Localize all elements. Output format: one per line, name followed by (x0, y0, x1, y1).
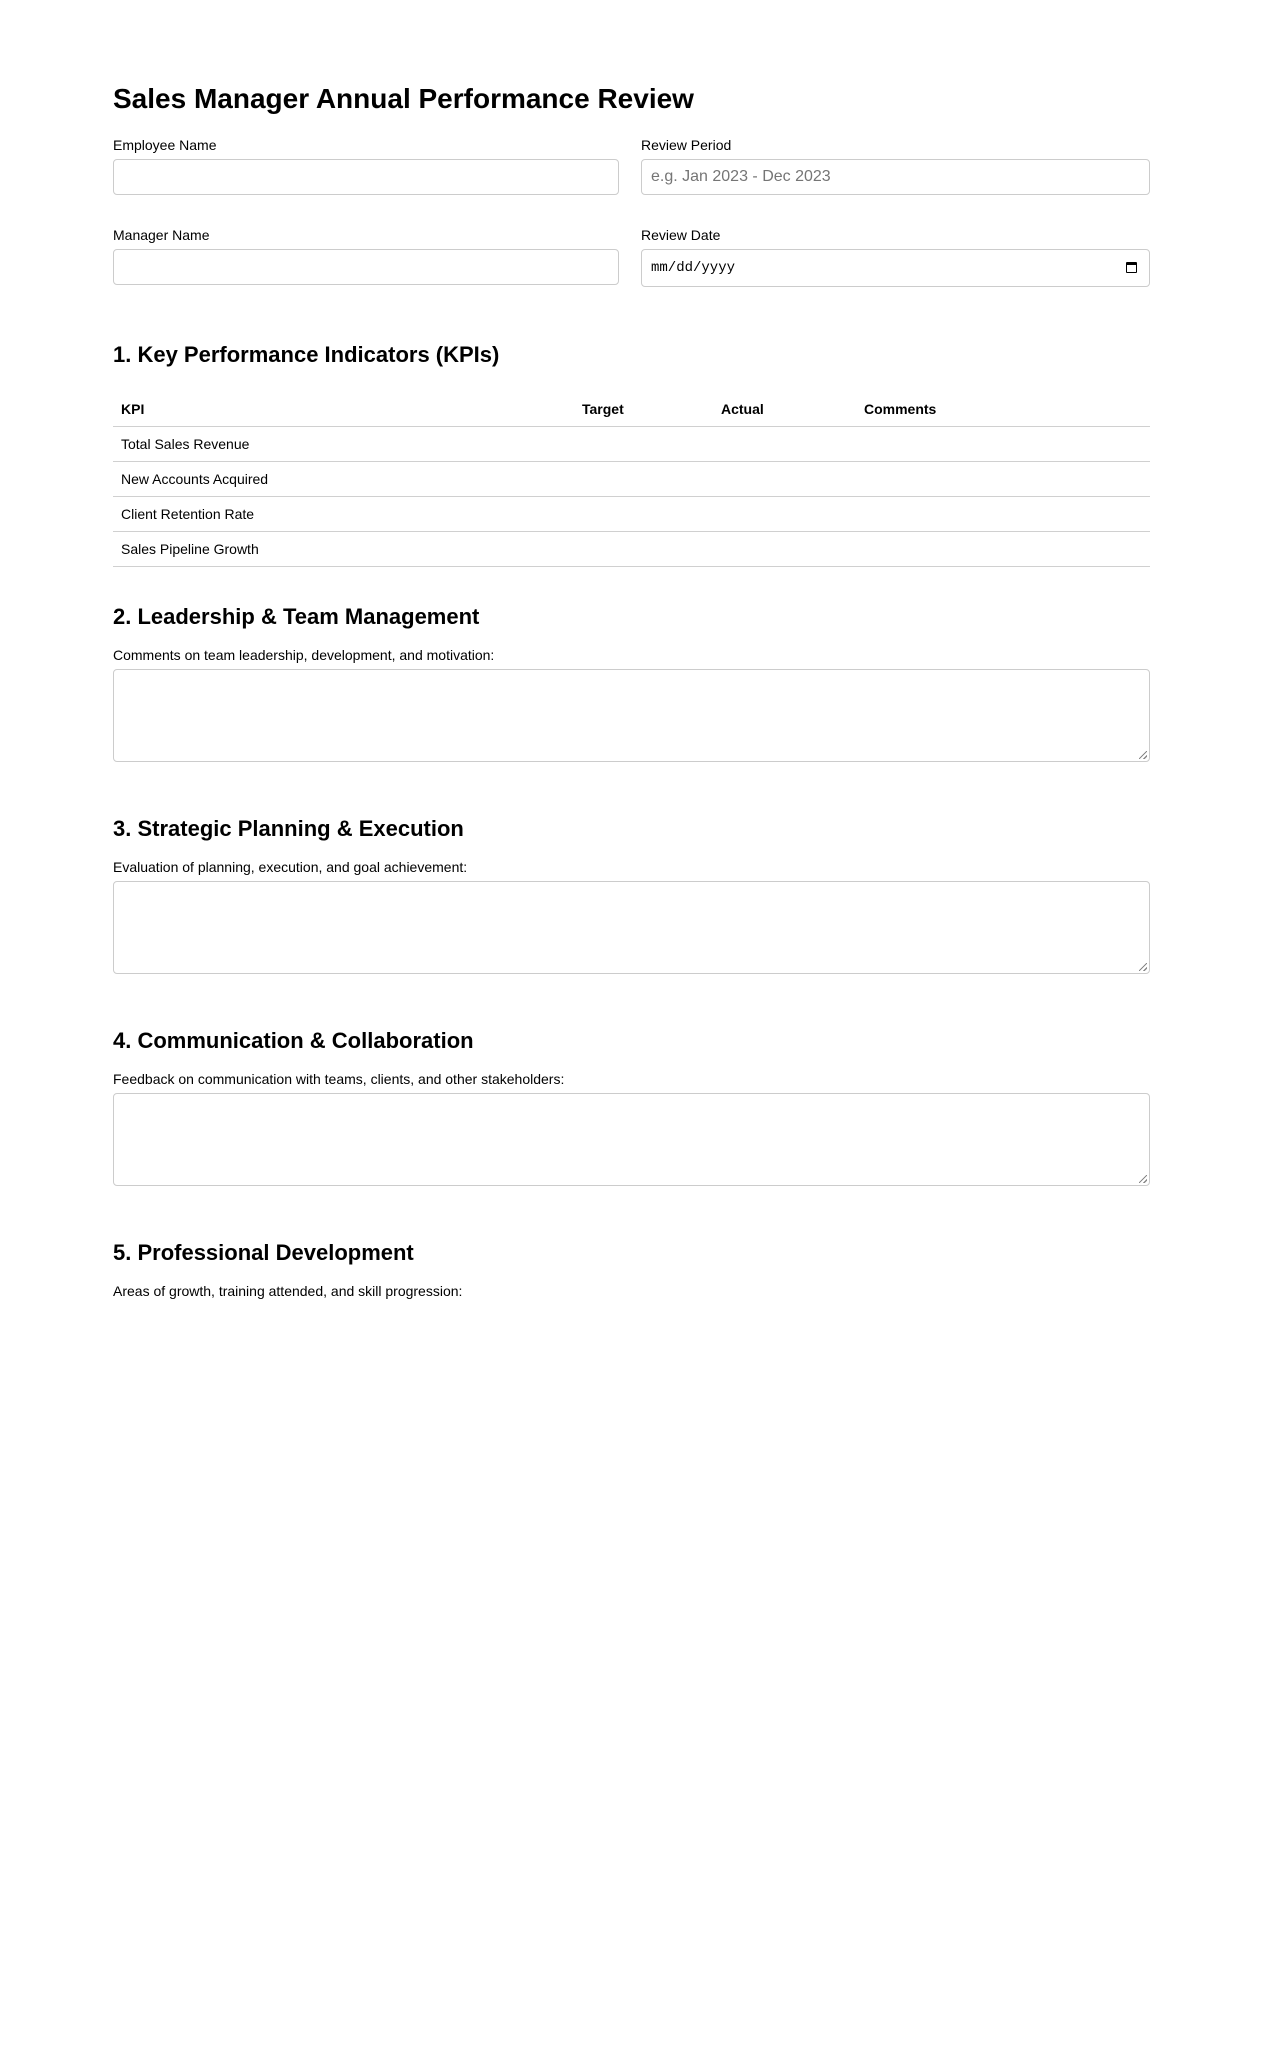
kpi-name-cell: Client Retention Rate (113, 497, 574, 532)
strategic-planning-label: Evaluation of planning, execution, and goal achievement: (113, 859, 468, 875)
column-header-kpi: KPI (113, 392, 574, 427)
comments-cell[interactable] (856, 497, 1150, 532)
review-period-label: Review Period (641, 137, 732, 153)
comments-cell[interactable] (856, 427, 1150, 462)
kpi-name-cell: Sales Pipeline Growth (113, 532, 574, 567)
employee-name-input[interactable] (113, 159, 619, 195)
comments-cell[interactable] (856, 462, 1150, 497)
table-row (113, 462, 1150, 497)
actual-cell[interactable] (713, 532, 856, 567)
comments-cell[interactable] (856, 532, 1150, 567)
resize-handle-icon[interactable] (1139, 751, 1147, 759)
section-strategic-planning-heading: 3. Strategic Planning & Execution (113, 816, 464, 841)
kpi-table-header (113, 392, 1150, 427)
actual-cell[interactable] (713, 427, 856, 462)
strategic-planning-textarea[interactable] (113, 881, 1150, 974)
column-header-comments: Comments (856, 392, 1150, 427)
table-row (113, 497, 1150, 532)
resize-handle-icon[interactable] (1139, 1175, 1147, 1183)
review-period-placeholder: e.g. Jan 2023 - Dec 2023 (651, 168, 831, 185)
review-date-input[interactable] (641, 249, 1150, 287)
section-leadership-heading: 2. Leadership & Team Management (113, 604, 480, 629)
table-row (113, 427, 1150, 462)
manager-name-input[interactable] (113, 249, 619, 285)
column-header-target: Target (574, 392, 713, 427)
section-professional-development-heading: 5. Professional Development (113, 1240, 414, 1265)
employee-name-group (113, 136, 619, 195)
review-period-input[interactable] (641, 159, 1150, 195)
manager-name-group (113, 226, 619, 285)
table-row (113, 532, 1150, 567)
manager-name-label: Manager Name (113, 227, 210, 243)
communication-feedback-label: Feedback on communication with teams, clients, and other stakeholders: (113, 1071, 565, 1087)
review-date-label: Review Date (641, 227, 721, 243)
target-cell[interactable] (574, 497, 713, 532)
section-kpis-heading: 1. Key Performance Indicators (KPIs) (113, 342, 500, 367)
page-title: Sales Manager Annual Performance Review (113, 83, 694, 114)
review-date-placeholder: mm/dd/yyyy (651, 260, 736, 276)
review-period-group (641, 136, 1150, 195)
column-header-actual: Actual (713, 392, 856, 427)
leadership-comments-textarea[interactable] (113, 669, 1150, 762)
kpi-name-cell: New Accounts Acquired (113, 462, 574, 497)
kpi-table (113, 392, 1150, 567)
section-communication-heading: 4. Communication & Collaboration (113, 1028, 474, 1053)
employee-name-label: Employee Name (113, 137, 217, 153)
target-cell[interactable] (574, 427, 713, 462)
actual-cell[interactable] (713, 462, 856, 497)
leadership-comments-label: Comments on team leadership, development, and motivation: (113, 647, 495, 663)
review-date-group (641, 226, 1150, 287)
kpi-name-cell: Total Sales Revenue (113, 427, 574, 462)
actual-cell[interactable] (713, 497, 856, 532)
communication-feedback-textarea[interactable] (113, 1093, 1150, 1186)
target-cell[interactable] (574, 532, 713, 567)
resize-handle-icon[interactable] (1139, 963, 1147, 971)
calendar-icon[interactable] (1126, 262, 1137, 273)
target-cell[interactable] (574, 462, 713, 497)
professional-development-label: Areas of growth, training attended, and skill progression: (113, 1283, 463, 1299)
